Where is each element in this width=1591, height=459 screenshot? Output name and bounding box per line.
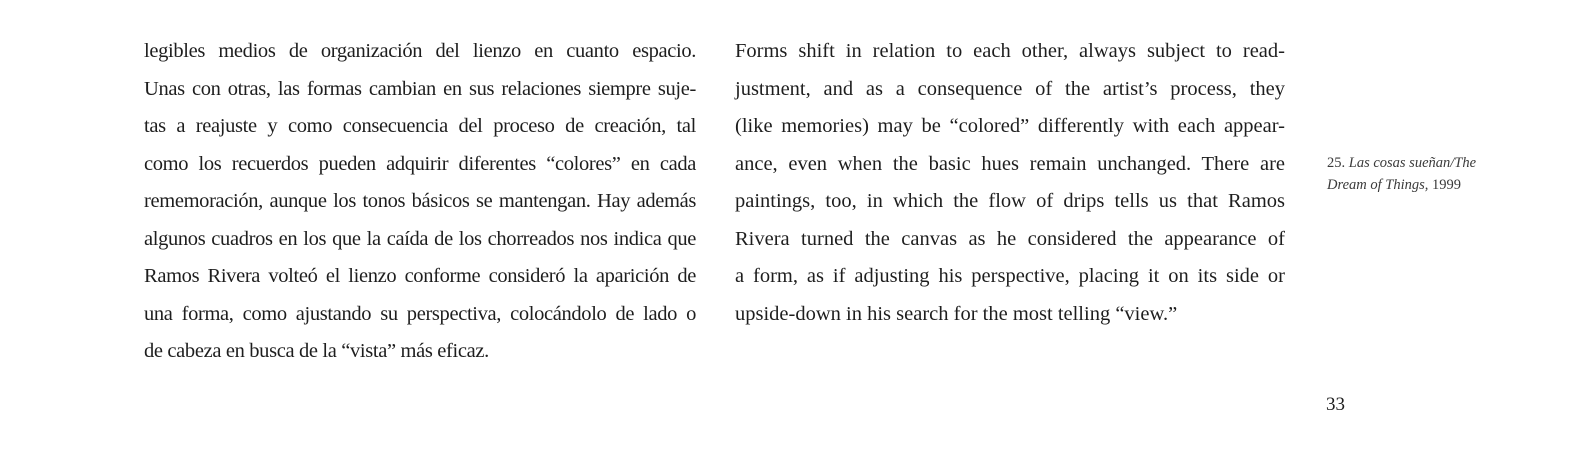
caption-year: 1999: [1432, 177, 1461, 193]
english-line-1: Forms shift in relation to each other, always subject to read-: [735, 40, 1285, 62]
page-number: 33: [1326, 394, 1345, 415]
spanish-line-6: algunos cuadros en los que la caída de los chorreados nos indica que: [144, 227, 696, 250]
english-text-column: [735, 33, 1285, 333]
caption-title-part-1: Las cosas sueñan/The: [1348, 155, 1477, 171]
spanish-line-8: una forma, como ajustando su perspectiva, colocándolo de lado o: [144, 302, 696, 325]
spanish-line-2: Unas con otras, las formas cambian en sus relaciones siempre suje-: [144, 77, 696, 100]
english-line-7: a form, as if adjusting his perspective, placing it on its side or: [735, 265, 1285, 287]
english-line-3: (like memories) may be “colored” differently with each appear-: [735, 115, 1285, 137]
caption-title-part-2: Dream of Things,: [1327, 177, 1429, 193]
spanish-line-9: de cabeza en busca de la “vista” más eficaz.: [144, 340, 489, 362]
spanish-line-7: Ramos Rivera volteó el lienzo conforme consideró la aparición de: [144, 265, 696, 287]
spanish-text-column: [144, 33, 696, 371]
spanish-line-3: tas a reajuste y como consecuencia del proceso de creación, tal: [144, 115, 696, 137]
english-line-2: justment, and as a consequence of the artist’s process, they: [735, 77, 1285, 100]
spanish-line-5: rememoración, aunque los tonos básicos se mantengan. Hay además: [144, 190, 696, 212]
english-line-6: Rivera turned the canvas as he considered the appearance of: [735, 227, 1285, 250]
english-line-8: upside-down in his search for the most telling “view.”: [735, 302, 1178, 325]
caption-line-2: [1327, 174, 1527, 196]
english-line-4: ance, even when the basic hues remain unchanged. There are: [735, 152, 1285, 175]
figure-caption: [1327, 152, 1527, 196]
spanish-line-1: legibles medios de organización del lienzo en cuanto espacio.: [144, 40, 696, 62]
caption-number: 25.: [1327, 155, 1346, 171]
caption-line-1: [1327, 152, 1527, 174]
spanish-line-4: como los recuerdos pueden adquirir diferentes “colores” en cada: [144, 152, 696, 175]
english-line-5: paintings, too, in which the flow of drips tells us that Ramos: [735, 190, 1285, 212]
